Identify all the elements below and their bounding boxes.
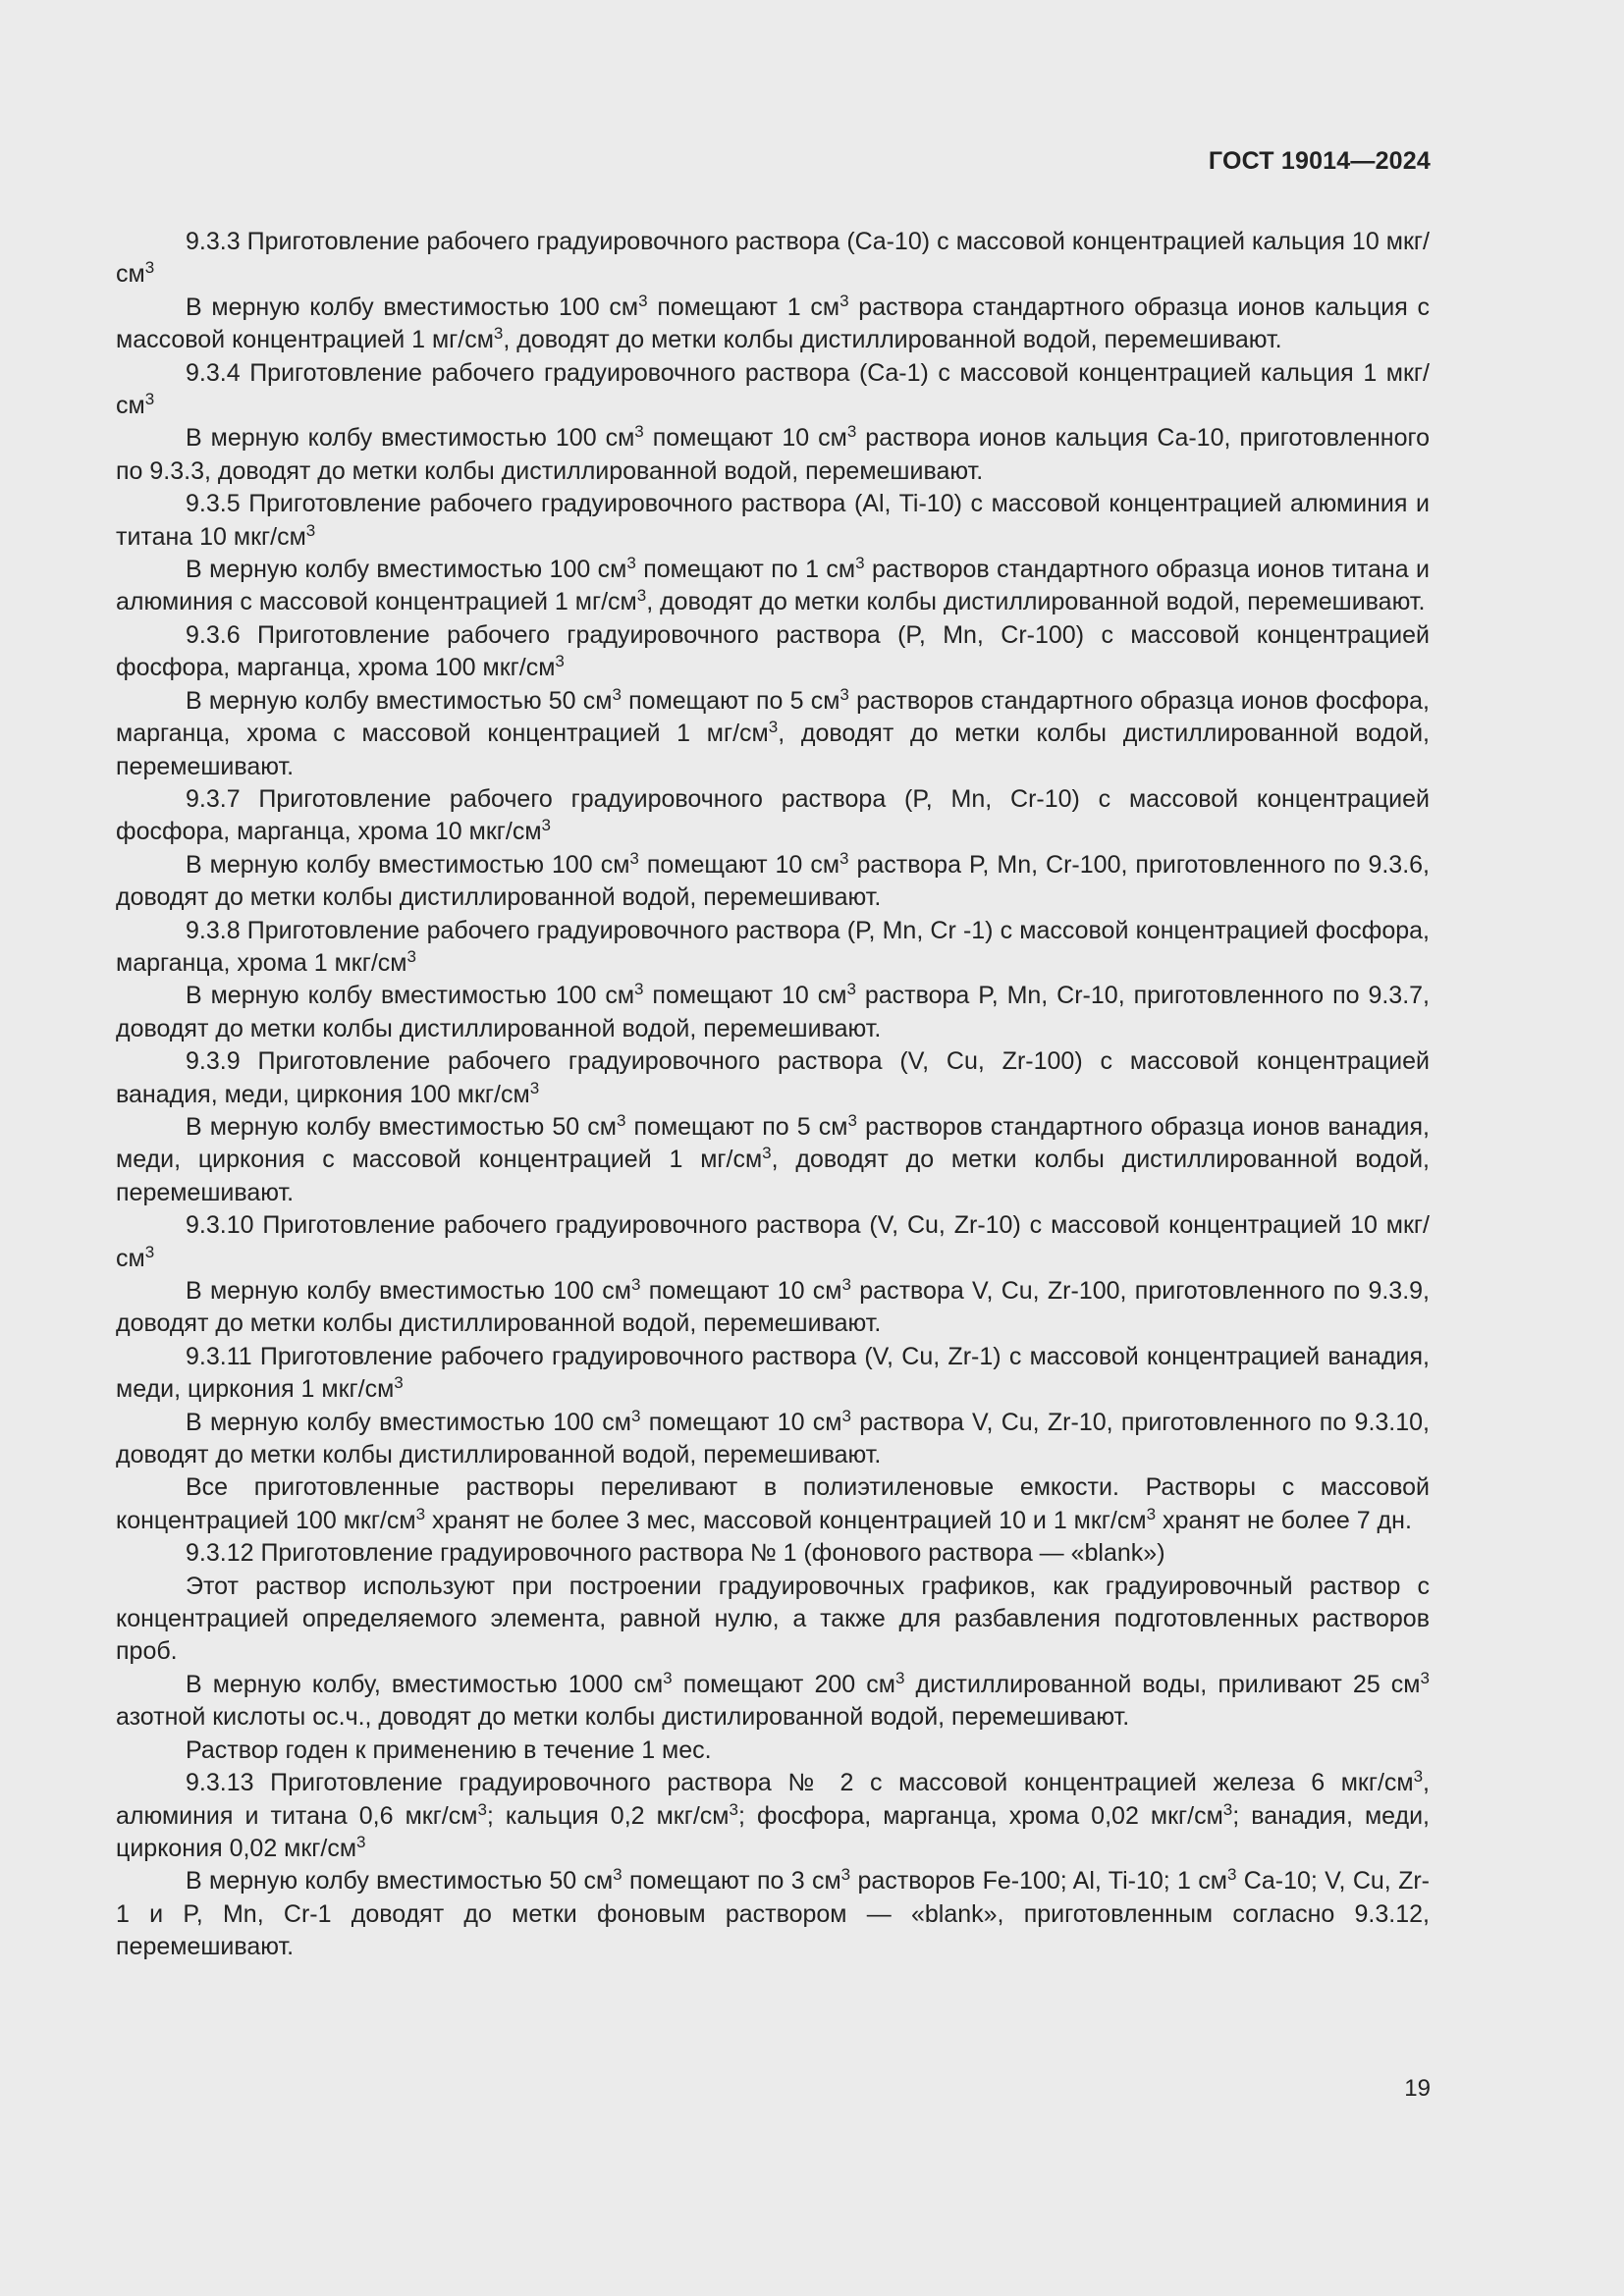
superscript: 3 [839,291,849,310]
paragraph [116,980,1430,1045]
text-run: Все приготовленные растворы переливают в полиэтиленовые емкости. Растворы с массовой концентрацией 100 мкг/см [116,1473,1430,1534]
text-run: Ca-10; V, Cu, Zr-1 и P, Mn, Cr-1 доводят до метки фоновым раствором — «blank», приготовленным согласно 9.3.12, перемешивают. [116,1867,1430,1961]
text-run: В мерную колбу вместимостью 100 см [186,982,635,1010]
text-run: , доводят до метки колбы дистиллированной водой, перемешивают. [116,720,1430,780]
superscript: 3 [638,291,648,310]
text-run: раствора V, Cu, Zr-100, приготовленного по 9.3.9, доводят до метки колбы дистиллированной водой, перемешивают. [116,1277,1431,1338]
superscript: 3 [729,1799,738,1819]
superscript: 3 [415,1504,426,1523]
superscript: 3 [305,520,316,540]
paragraph [116,1669,1430,1735]
text-run: , доводят до метки колбы дистиллированной водой, перемешивают. [503,326,1282,354]
text-run: 9.3.10 Приготовление рабочего градуировочного раствора (V, Cu, Zr-10) с массовой концентрацией 10 мкг/см [116,1211,1430,1272]
superscript: 3 [1226,1865,1237,1885]
superscript: 3 [616,1110,626,1130]
text-run: В мерную колбу вместимостью 100 см [186,850,630,879]
text-run: 9.3.6 Приготовление рабочего градуировочного раствора (P, Mn, Cr-100) с массовой концентрацией фосфора, марганца, хрома 100 мкг/см [116,620,1430,682]
superscript: 3 [144,1242,155,1261]
paragraph [116,1209,1430,1275]
superscript: 3 [144,390,155,409]
superscript: 3 [634,422,644,442]
paragraph [116,1341,1430,1407]
superscript: 3 [613,1865,623,1885]
text-run: помещают 1 см [647,293,840,321]
paragraph [116,357,1430,423]
paragraph [116,226,1430,292]
text-run: помещают 10 см [643,982,847,1010]
text-run: В мерную колбу вместимостью 100 см [186,1277,631,1305]
superscript: 3 [630,1406,641,1425]
superscript: 3 [629,848,639,868]
paragraph [116,554,1430,619]
paragraph [116,1111,1430,1209]
text-run: помещают 10 см [640,1408,842,1436]
superscript: 3 [847,1110,857,1130]
superscript: 3 [1420,1668,1430,1687]
text-run: раствора P, Mn, Cr-10, приготовленного по 9.3.7, доводят до метки колбы дистиллированной водой, перемешивают. [116,982,1431,1042]
paragraph [116,849,1430,915]
superscript: 3 [144,258,155,278]
paragraph [116,1471,1430,1537]
text-run: В мерную колбу вместимостью 100 см [186,293,639,321]
paragraph [116,488,1430,554]
paragraph [116,685,1430,783]
superscript: 3 [555,652,565,671]
superscript: 3 [630,1275,641,1294]
page-number: 19 [1404,2075,1431,2102]
paragraph [116,915,1430,981]
text-run: В мерную колбу, вместимостью 1000 см [186,1670,664,1698]
text-run: растворов стандартного образца ионов титана и алюминия с массовой концентрацией 1 мг/см [116,556,1430,616]
text-run: 9.3.7 Приготовление рабочего градуировочного раствора (P, Mn, Cr-10) с массовой концентрацией фосфора, марганца, хрома 10 мкг/см [116,784,1430,846]
text-run: В мерную колбу вместимостью 100 см [186,556,627,584]
paragraph [116,1735,1430,1767]
text-run: помещают 200 см [672,1670,895,1698]
document-body [116,226,1430,1964]
superscript: 3 [840,1865,851,1885]
superscript: 3 [477,1799,487,1819]
superscript: 3 [356,1832,366,1851]
text-run: В мерную колбу вместимостью 50 см [186,686,613,715]
superscript: 3 [636,586,647,606]
text-run: помещают по 5 см [621,686,840,715]
text-run: , доводят до метки колбы дистиллированной водой, перемешивают. [116,1146,1430,1206]
text-run: хранят не более 3 мес, массовой концентрацией 10 и 1 мкг/см [425,1506,1147,1534]
superscript: 3 [839,684,849,704]
text-run: 9.3.12 Приготовление градуировочного раствора № 1 (фонового раствора — «blank») [186,1539,1165,1568]
superscript: 3 [663,1668,673,1687]
text-run: растворов стандартного образца ионов фосфора, марганца, хрома с массовой концентрацией 1 мг/см [116,686,1430,748]
text-run: помещают 10 см [638,850,840,879]
text-run: В мерную колбу вместимостью 100 см [186,1408,631,1436]
superscript: 3 [394,1373,404,1393]
superscript: 3 [841,1406,851,1425]
paragraph [116,1767,1430,1865]
paragraph [116,1275,1430,1341]
paragraph [116,292,1430,357]
text-run: 9.3.5 Приготовление рабочего градуировочного раствора (Al, Ti-10) с массовой концентрацией алюминия и титана 10 мкг/см [116,490,1430,551]
superscript: 3 [1413,1767,1424,1787]
text-run: В мерную колбу вместимостью 50 см [186,1867,614,1896]
paragraph [116,1865,1430,1963]
superscript: 3 [612,684,622,704]
superscript: 3 [406,946,416,966]
paragraph [116,422,1430,488]
text-run: растворов Fe-100; Al, Ti-10; 1 см [850,1867,1227,1896]
text-run: 9.3.4 Приготовление рабочего градуировочного раствора (Ca-1) с массовой концентрацией кальция 1 мкг/см [116,358,1430,420]
text-run: Этот раствор используют при построении градуировочных графиков, как градуировочный раствор с концентрацией определяемого элемента, равной нулю, а также для разбавления подготовленных растворов проб. [116,1572,1430,1666]
superscript: 3 [1146,1504,1157,1523]
text-run: В мерную колбу вместимостью 100 см [186,424,635,453]
paragraph [116,783,1430,849]
text-run: помещают по 5 см [625,1112,848,1141]
text-run: В мерную колбу вместимостью 50 см [186,1112,617,1141]
text-run: азотной кислоты ос.ч., доводят до метки колбы дистилированной водой, перемешивают. [116,1703,1130,1732]
superscript: 3 [634,980,644,999]
text-run: 9.3.13 Приготовление градуировочного раствора № 2 с массовой концентрацией железа 6 мкг/см [186,1769,1414,1797]
superscript: 3 [768,718,779,737]
paragraph [116,1407,1430,1472]
paragraph [116,1537,1430,1570]
text-run: раствора P, Mn, Cr-100, приготовленного по 9.3.6, доводят до метки колбы дистиллированной водой, перемешивают. [116,850,1431,912]
superscript: 3 [855,554,865,573]
text-run: помещают 10 см [640,1277,842,1305]
document-header: ГОСТ 19014—2024 [1208,147,1431,175]
superscript: 3 [762,1144,772,1163]
superscript: 3 [529,1078,540,1097]
text-run: 9.3.8 Приготовление рабочего градуировочного раствора (P, Mn, Cr -1) с массовой концентрацией фосфора, марганца, хрома 1 мкг/см [116,916,1430,977]
text-run: , алюминия и титана 0,6 мкг/см [116,1769,1430,1830]
text-run: ; фосфора, марганца, хрома 0,02 мкг/см [737,1801,1223,1830]
superscript: 3 [626,554,636,573]
text-run: помещают по 3 см [622,1867,841,1896]
text-run: 9.3.11 Приготовление рабочего градуировочного раствора (V, Cu, Zr-1) с массовой концентрацией ванадия, меди, циркония 1 мкг/см [116,1342,1430,1404]
text-run: раствора ионов кальция Ca-10, приготовленного по 9.3.3, доводят до метки колбы дистиллированной водой, перемешивают. [116,424,1430,485]
text-run: Раствор годен к применению в течение 1 мес. [186,1735,712,1764]
superscript: 3 [839,848,849,868]
paragraph [116,619,1430,685]
superscript: 3 [846,422,857,442]
text-run: 9.3.9 Приготовление рабочего градуировочного раствора (V, Cu, Zr-100) с массовой концентрацией ванадия, меди, циркония 100 мкг/см [116,1047,1430,1108]
text-run: хранят не более 7 дн. [1156,1506,1412,1534]
superscript: 3 [1222,1799,1233,1819]
text-run: помещают 10 см [643,424,847,453]
text-run: помещают по 1 см [635,556,856,584]
text-run: ; кальция 0,2 мкг/см [486,1801,730,1830]
superscript: 3 [493,324,504,344]
paragraph [116,1571,1430,1669]
text-run: ; ванадия, меди, циркония 0,02 мкг/см [116,1801,1431,1862]
text-run: растворов стандартного образца ионов ванадия, меди, циркония с массовой концентрацией 1 мг/см [116,1112,1430,1174]
superscript: 3 [894,1668,905,1687]
superscript: 3 [846,980,856,999]
text-run: , доводят до метки колбы дистиллированной водой, перемешивают. [646,588,1426,616]
text-run: дистиллированной воды, приливают 25 см [904,1670,1421,1698]
superscript: 3 [541,816,551,835]
paragraph [116,1045,1430,1111]
text-run: раствора стандартного образца ионов кальция с массовой концентрацией 1 мг/см [116,293,1430,354]
text-run: 9.3.3 Приготовление рабочего градуировочного раствора (Ca-10) с массовой концентрацией кальция 10 мкг/см [116,228,1430,289]
text-run: раствора V, Cu, Zr-10, приготовленного по 9.3.10, доводят до метки колбы дистиллированной водой, перемешивают. [116,1408,1431,1469]
superscript: 3 [841,1275,851,1294]
